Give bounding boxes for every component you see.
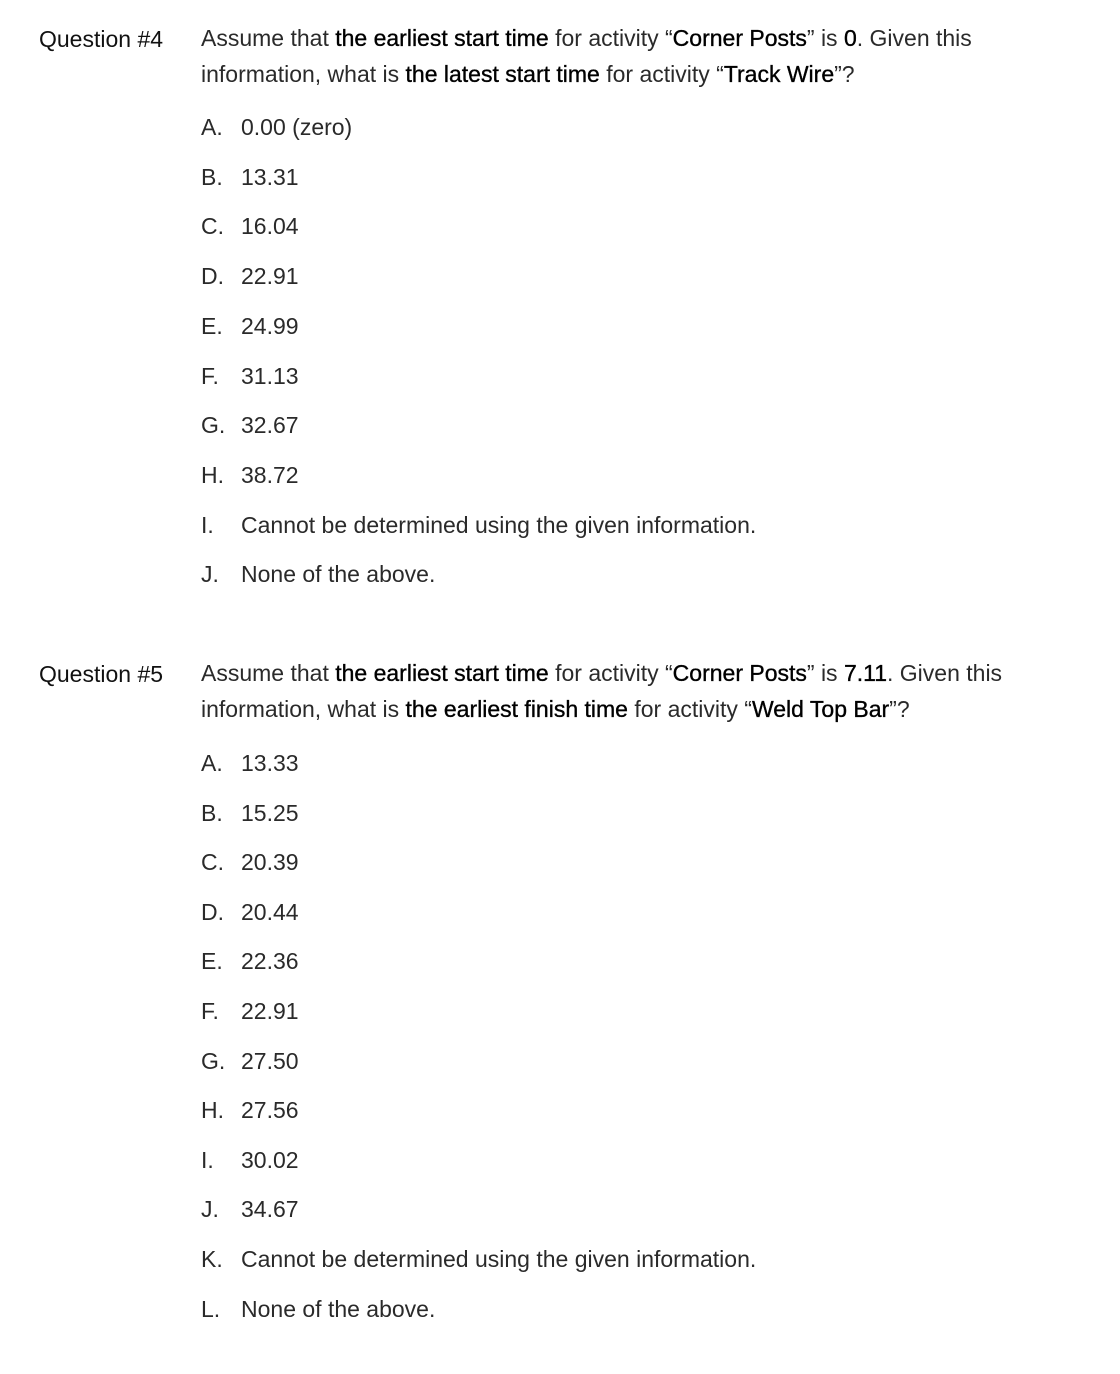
option-letter: L. xyxy=(201,1295,221,1322)
option-letter: I. xyxy=(201,511,214,538)
option-letter: E. xyxy=(201,948,223,975)
option-letter: B. xyxy=(201,799,223,826)
option-letter: G. xyxy=(201,412,226,439)
question-label: Question #4 xyxy=(39,26,164,52)
question-text: Assume that the earliest start time for activity “Corner Posts” is 0. Given this information, what is the latest start time for activity “Track Wire”? xyxy=(201,25,972,87)
option-text: 16.04 xyxy=(241,213,299,240)
option-text: 22.36 xyxy=(241,948,299,975)
option-letter: D. xyxy=(201,898,224,925)
option-letter: A. xyxy=(201,750,223,776)
option-text: 32.67 xyxy=(241,412,299,439)
option-text: 27.50 xyxy=(241,1047,299,1074)
option-letter: C. xyxy=(201,213,224,240)
option-letter: K. xyxy=(201,1246,223,1272)
option-text: 13.31 xyxy=(241,163,299,190)
option-text: 24.99 xyxy=(241,312,299,339)
question-label: Question #5 xyxy=(39,661,164,687)
option-letter: J. xyxy=(201,561,219,588)
option-text: 22.91 xyxy=(241,998,299,1024)
option-text: 0.00 (zero) xyxy=(241,114,353,140)
option-letter: G. xyxy=(201,1047,226,1074)
option-letter: C. xyxy=(201,849,224,876)
option-text: 15.25 xyxy=(241,799,299,826)
option-text: 34.67 xyxy=(241,1196,299,1223)
option-text: Cannot be determined using the given information. xyxy=(241,1246,757,1272)
option-letter: I. xyxy=(201,1146,214,1173)
option-letter: F. xyxy=(201,362,219,389)
option-text: None of the above. xyxy=(241,561,436,588)
option-text: 27.56 xyxy=(241,1097,299,1124)
option-text: None of the above. xyxy=(241,1295,436,1322)
option-letter: H. xyxy=(201,1097,224,1124)
option-text: 38.72 xyxy=(241,461,299,488)
option-letter: A. xyxy=(201,114,223,140)
option-letter: F. xyxy=(201,998,219,1024)
question-text: Assume that the earliest start time for activity “Corner Posts” is 7.11. Given this information, what is the earliest finish time for activity “Weld Top Bar”? xyxy=(201,660,1003,722)
option-text: Cannot be determined using the given information. xyxy=(241,511,757,538)
option-letter: E. xyxy=(201,312,223,339)
option-letter: B. xyxy=(201,163,223,190)
option-text: 22.91 xyxy=(241,263,299,290)
option-letter: J. xyxy=(201,1196,219,1223)
option-text: 30.02 xyxy=(241,1146,299,1173)
option-text: 20.44 xyxy=(241,898,299,925)
option-text: 31.13 xyxy=(241,362,299,389)
option-text: 20.39 xyxy=(241,849,299,876)
option-letter: D. xyxy=(201,263,224,290)
option-text: 13.33 xyxy=(241,750,299,776)
option-letter: H. xyxy=(201,461,224,488)
